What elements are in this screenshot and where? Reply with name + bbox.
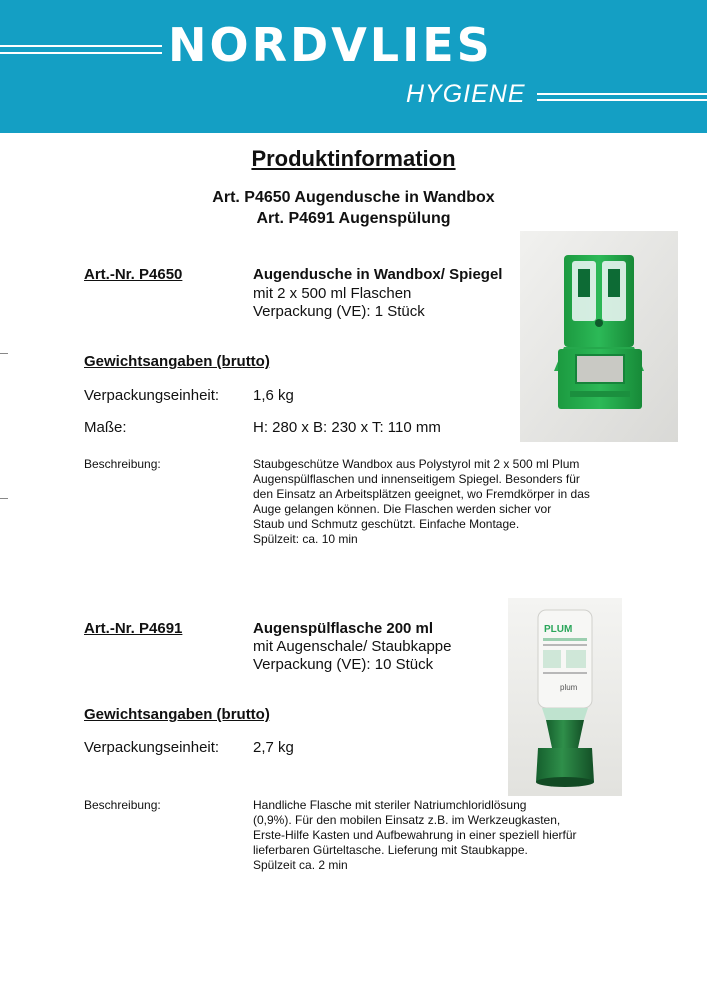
unit-value-p4691: 2,7 kg [253, 739, 294, 756]
header-rule-left-1 [0, 45, 162, 47]
desc-label-p4691: Beschreibung: [84, 798, 161, 812]
desc-label-p4650: Beschreibung: [84, 457, 161, 471]
unit-label-p4650: Verpackungseinheit: [84, 387, 220, 404]
desc-line: (0,9%). Für den mobilen Einsatz z.B. im Werkzeugkasten, [253, 813, 561, 827]
article-line-2: Art. P4691 Augenspülung [256, 210, 451, 227]
art-nr-p4650: Art.-Nr. P4650 [84, 266, 183, 283]
article-line-1: Art. P4650 Augendusche in Wandbox [212, 189, 495, 206]
brand-sub-text: HYGIENE [406, 80, 526, 108]
desc-line: Handliche Flasche mit steriler Natriumchloridlösung [253, 798, 527, 812]
weight-heading-p4691: Gewichtsangaben (brutto) [84, 706, 270, 723]
description-p4691 [253, 798, 653, 873]
margin-tick [0, 498, 8, 499]
product-name-p4650: Augendusche in Wandbox/ Spiegel [253, 266, 503, 283]
product-detail-p4691: mit Augenschale/ Staubkappe [253, 638, 452, 655]
art-nr-p4691: Art.-Nr. P4691 [84, 620, 183, 637]
desc-line: Auge gelangen können. Die Flaschen werden sicher vor [253, 502, 552, 516]
product-detail-p4650: mit 2 x 500 ml Flaschen [253, 285, 412, 302]
header-banner [0, 0, 707, 133]
desc-line: Staub und Schmutz geschützt. Einfache Montage. [253, 517, 520, 531]
desc-line: Erste-Hilfe Kasten und Aufbewahrung in einer speziell hierfür [253, 828, 577, 842]
margin-tick [0, 353, 8, 354]
product-name-p4691: Augenspülflasche 200 ml [253, 620, 434, 637]
brand-logo-text: NORDVLIES [168, 18, 493, 72]
bottle-brand-small: plum [560, 683, 578, 692]
dims-label-p4650: Maße: [84, 419, 127, 436]
page-title: Produktinformation [251, 146, 456, 171]
unit-value-p4650: 1,6 kg [253, 387, 294, 404]
product-packaging-p4691: Verpackung (VE): 10 Stück [253, 656, 434, 673]
desc-line: lieferbaren Gürteltasche. Lieferung mit Staubkappe. [253, 843, 528, 857]
desc-line: Spülzeit: ca. 10 min [253, 532, 358, 546]
desc-line: Spülzeit ca. 2 min [253, 858, 348, 872]
description-p4650 [253, 457, 653, 547]
header-rule-right-1 [537, 93, 707, 95]
eyewash-bottle-photo [508, 598, 622, 796]
wallbox-product-photo [520, 231, 678, 442]
bottle-brand-label: PLUM [544, 624, 573, 635]
product-packaging-p4650: Verpackung (VE): 1 Stück [253, 303, 425, 320]
dims-value-p4650: H: 280 x B: 230 x T: 110 mm [253, 419, 441, 436]
desc-line: den Einsatz an Arbeitsplätzen geeignet, wo Fremdkörper in das [253, 487, 590, 501]
header-rule-right-2 [537, 99, 707, 101]
unit-label-p4691: Verpackungseinheit: [84, 739, 220, 756]
header-rule-left-2 [0, 52, 162, 54]
desc-line: Augenspülflaschen und innenseitigem Spiegel. Besonders für [253, 472, 580, 486]
weight-heading-p4650: Gewichtsangaben (brutto) [84, 353, 270, 370]
desc-line: Staubgeschütze Wandbox aus Polystyrol mit 2 x 500 ml Plum [253, 457, 580, 471]
